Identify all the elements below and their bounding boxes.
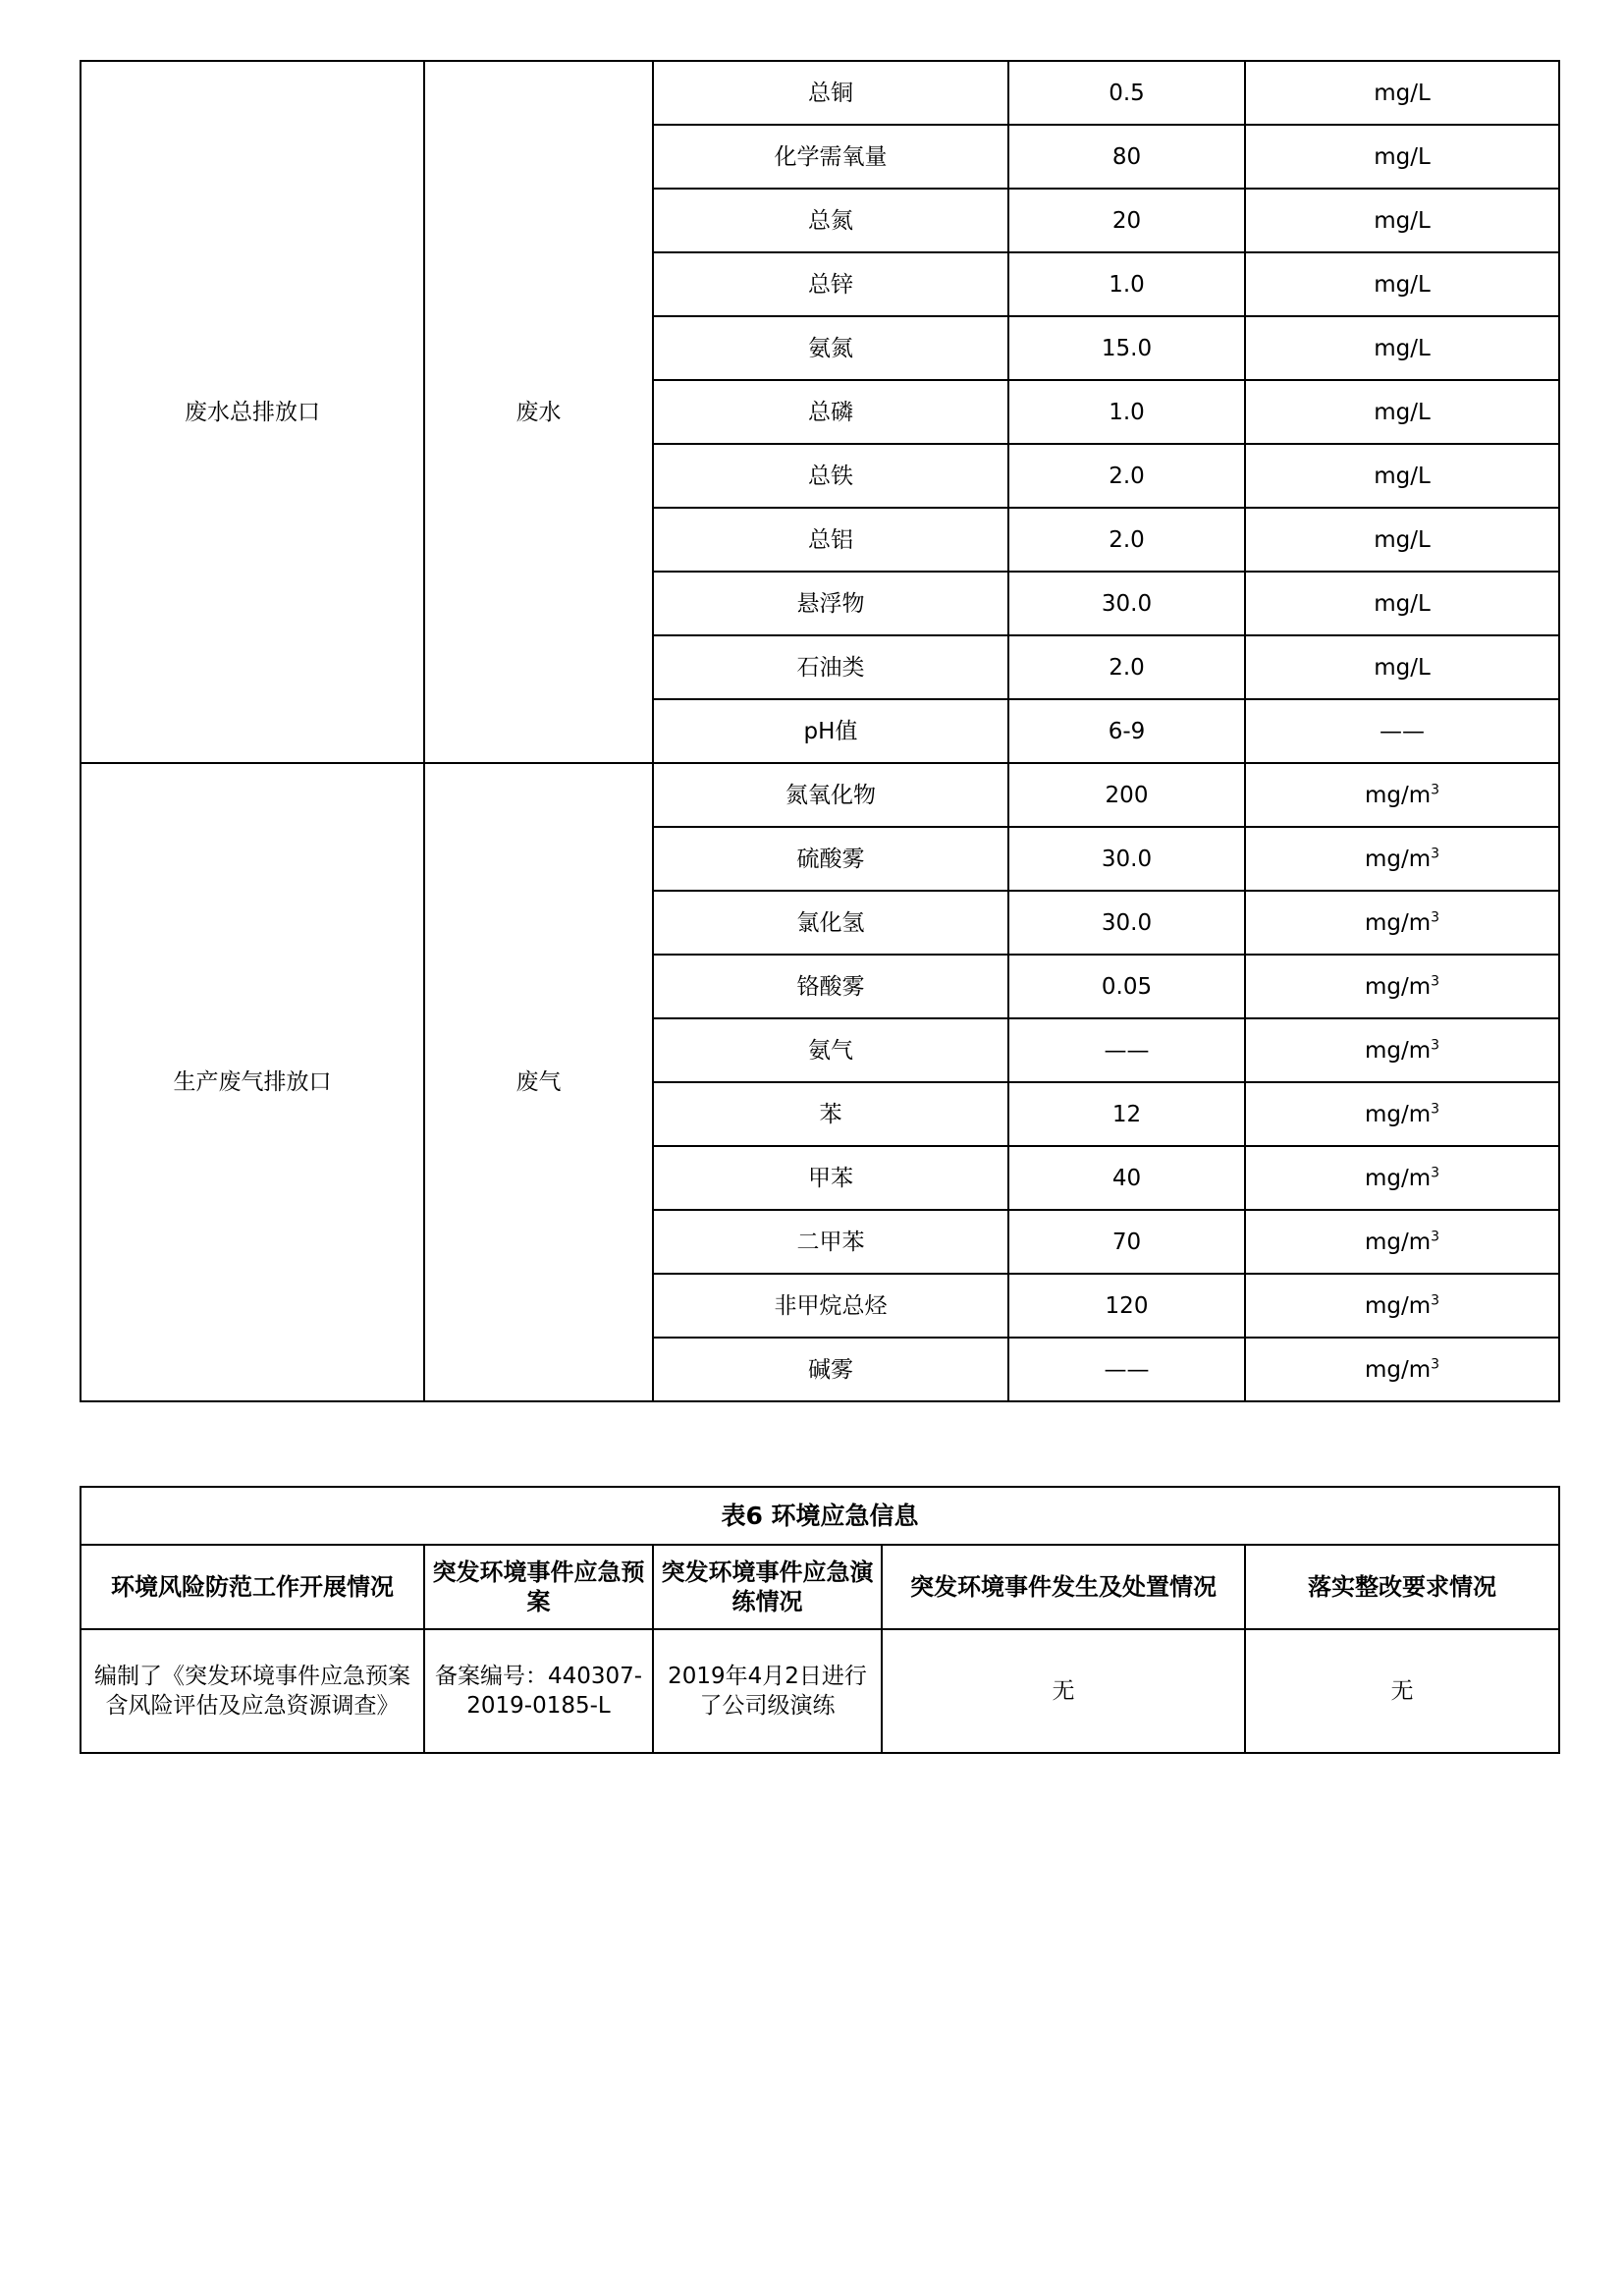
pollutant-cell: 总铜 xyxy=(653,61,1008,125)
unit-text: mg/m xyxy=(1364,1037,1432,1064)
unit-superscript: 3 xyxy=(1431,1355,1440,1372)
unit-text: mg/L xyxy=(1374,207,1431,234)
unit-superscript: 3 xyxy=(1431,845,1440,861)
unit-cell xyxy=(1245,891,1559,955)
limit-value-cell: —— xyxy=(1008,1018,1245,1082)
unit-text: mg/m xyxy=(1364,1292,1432,1319)
unit-cell xyxy=(1245,189,1559,252)
unit-cell xyxy=(1245,1146,1559,1210)
limit-value-cell: 20 xyxy=(1008,189,1245,252)
limit-value-cell: 2.0 xyxy=(1008,444,1245,508)
emergency-table-data-row xyxy=(81,1629,1559,1753)
unit-cell xyxy=(1245,1018,1559,1082)
unit-text: mg/m xyxy=(1364,1165,1432,1191)
header-incident-handling: 突发环境事件发生及处置情况 xyxy=(882,1545,1245,1629)
value-rectification: 无 xyxy=(1245,1629,1559,1753)
emergency-table-title: 表6 环境应急信息 xyxy=(81,1487,1559,1545)
unit-cell xyxy=(1245,827,1559,891)
emergency-table-title-row xyxy=(81,1487,1559,1545)
pollutant-cell: 总铝 xyxy=(653,508,1008,572)
unit-cell xyxy=(1245,572,1559,635)
pollutant-cell: 总氮 xyxy=(653,189,1008,252)
unit-text: mg/L xyxy=(1374,526,1431,553)
unit-cell xyxy=(1245,763,1559,827)
unit-cell xyxy=(1245,444,1559,508)
pollutant-cell: 总磷 xyxy=(653,380,1008,444)
unit-text: mg/m xyxy=(1364,973,1432,1000)
unit-cell xyxy=(1245,1274,1559,1338)
unit-cell xyxy=(1245,316,1559,380)
limit-value-cell: 2.0 xyxy=(1008,635,1245,699)
pollutant-cell: 非甲烷总烃 xyxy=(653,1274,1008,1338)
unit-text: mg/L xyxy=(1374,654,1431,681)
unit-text: mg/L xyxy=(1374,590,1431,617)
header-emergency-plan: 突发环境事件应急预案 xyxy=(424,1545,653,1629)
unit-cell xyxy=(1245,699,1559,763)
unit-superscript: 3 xyxy=(1431,908,1440,925)
limit-value-cell: 12 xyxy=(1008,1082,1245,1146)
unit-superscript: 3 xyxy=(1431,1036,1440,1053)
emergency-info-table xyxy=(80,1486,1560,1754)
limit-value-cell: 2.0 xyxy=(1008,508,1245,572)
pollutant-cell: 氨气 xyxy=(653,1018,1008,1082)
table-row xyxy=(81,763,1559,827)
outlet-name-cell: 生产废气排放口 xyxy=(81,763,424,1401)
pollutant-cell: 硫酸雾 xyxy=(653,827,1008,891)
pollutant-cell: 总铁 xyxy=(653,444,1008,508)
value-risk-prevention: 编制了《突发环境事件应急预案含风险评估及应急资源调查》 xyxy=(81,1629,424,1753)
pollutant-limits-body xyxy=(81,61,1559,1401)
limit-value-cell: 15.0 xyxy=(1008,316,1245,380)
pollutant-cell: 二甲苯 xyxy=(653,1210,1008,1274)
header-risk-prevention: 环境风险防范工作开展情况 xyxy=(81,1545,424,1629)
limit-value-cell: 0.05 xyxy=(1008,955,1245,1018)
value-emergency-plan: 备案编号：440307-2019-0185-L xyxy=(424,1629,653,1753)
unit-superscript: 3 xyxy=(1431,972,1440,989)
pollutant-cell: 碱雾 xyxy=(653,1338,1008,1401)
pollutant-cell: 悬浮物 xyxy=(653,572,1008,635)
limit-value-cell: 0.5 xyxy=(1008,61,1245,125)
unit-cell xyxy=(1245,252,1559,316)
pollutant-cell: 总锌 xyxy=(653,252,1008,316)
unit-cell xyxy=(1245,1210,1559,1274)
unit-text: —— xyxy=(1380,718,1425,744)
limit-value-cell: 120 xyxy=(1008,1274,1245,1338)
header-emergency-drill: 突发环境事件应急演练情况 xyxy=(653,1545,882,1629)
unit-superscript: 3 xyxy=(1431,1100,1440,1117)
limit-value-cell: 30.0 xyxy=(1008,891,1245,955)
pollutant-cell: 石油类 xyxy=(653,635,1008,699)
pollutant-cell: 铬酸雾 xyxy=(653,955,1008,1018)
limit-value-cell: 40 xyxy=(1008,1146,1245,1210)
pollutant-cell: 苯 xyxy=(653,1082,1008,1146)
value-emergency-drill: 2019年4月2日进行了公司级演练 xyxy=(653,1629,882,1753)
limit-value-cell: 1.0 xyxy=(1008,252,1245,316)
limit-value-cell: 30.0 xyxy=(1008,827,1245,891)
unit-text: mg/L xyxy=(1374,463,1431,489)
limit-value-cell: 6-9 xyxy=(1008,699,1245,763)
pollutant-cell: 化学需氧量 xyxy=(653,125,1008,189)
unit-cell xyxy=(1245,1082,1559,1146)
unit-cell xyxy=(1245,61,1559,125)
unit-cell xyxy=(1245,380,1559,444)
unit-cell xyxy=(1245,1338,1559,1401)
pollutant-cell: pH值 xyxy=(653,699,1008,763)
unit-text: mg/m xyxy=(1364,1356,1432,1383)
limit-value-cell: 1.0 xyxy=(1008,380,1245,444)
emission-type-cell: 废水 xyxy=(424,61,653,763)
unit-superscript: 3 xyxy=(1431,1164,1440,1180)
unit-text: mg/m xyxy=(1364,1229,1432,1255)
unit-text: mg/L xyxy=(1374,271,1431,298)
pollutant-cell: 氮氧化物 xyxy=(653,763,1008,827)
unit-text: mg/L xyxy=(1374,80,1431,106)
limit-value-cell: 30.0 xyxy=(1008,572,1245,635)
unit-cell xyxy=(1245,635,1559,699)
unit-text: mg/L xyxy=(1374,399,1431,425)
unit-text: mg/m xyxy=(1364,1101,1432,1127)
unit-text: mg/m xyxy=(1364,846,1432,872)
unit-superscript: 3 xyxy=(1431,1291,1440,1308)
outlet-name-cell: 废水总排放口 xyxy=(81,61,424,763)
unit-text: mg/L xyxy=(1374,143,1431,170)
limit-value-cell: 70 xyxy=(1008,1210,1245,1274)
unit-cell xyxy=(1245,955,1559,1018)
limit-value-cell: 200 xyxy=(1008,763,1245,827)
emergency-table-header-row xyxy=(81,1545,1559,1629)
pollutant-cell: 氯化氢 xyxy=(653,891,1008,955)
unit-superscript: 3 xyxy=(1431,781,1440,797)
limit-value-cell: 80 xyxy=(1008,125,1245,189)
unit-cell xyxy=(1245,508,1559,572)
unit-text: mg/L xyxy=(1374,335,1431,361)
limit-value-cell: —— xyxy=(1008,1338,1245,1401)
emission-type-cell: 废气 xyxy=(424,763,653,1401)
unit-superscript: 3 xyxy=(1431,1228,1440,1244)
unit-text: mg/m xyxy=(1364,909,1432,936)
pollutant-cell: 甲苯 xyxy=(653,1146,1008,1210)
pollutant-limits-table xyxy=(80,60,1560,1402)
table-row xyxy=(81,61,1559,125)
value-incident-handling: 无 xyxy=(882,1629,1245,1753)
unit-cell xyxy=(1245,125,1559,189)
unit-text: mg/m xyxy=(1364,782,1432,808)
pollutant-cell: 氨氮 xyxy=(653,316,1008,380)
header-rectification: 落实整改要求情况 xyxy=(1245,1545,1559,1629)
